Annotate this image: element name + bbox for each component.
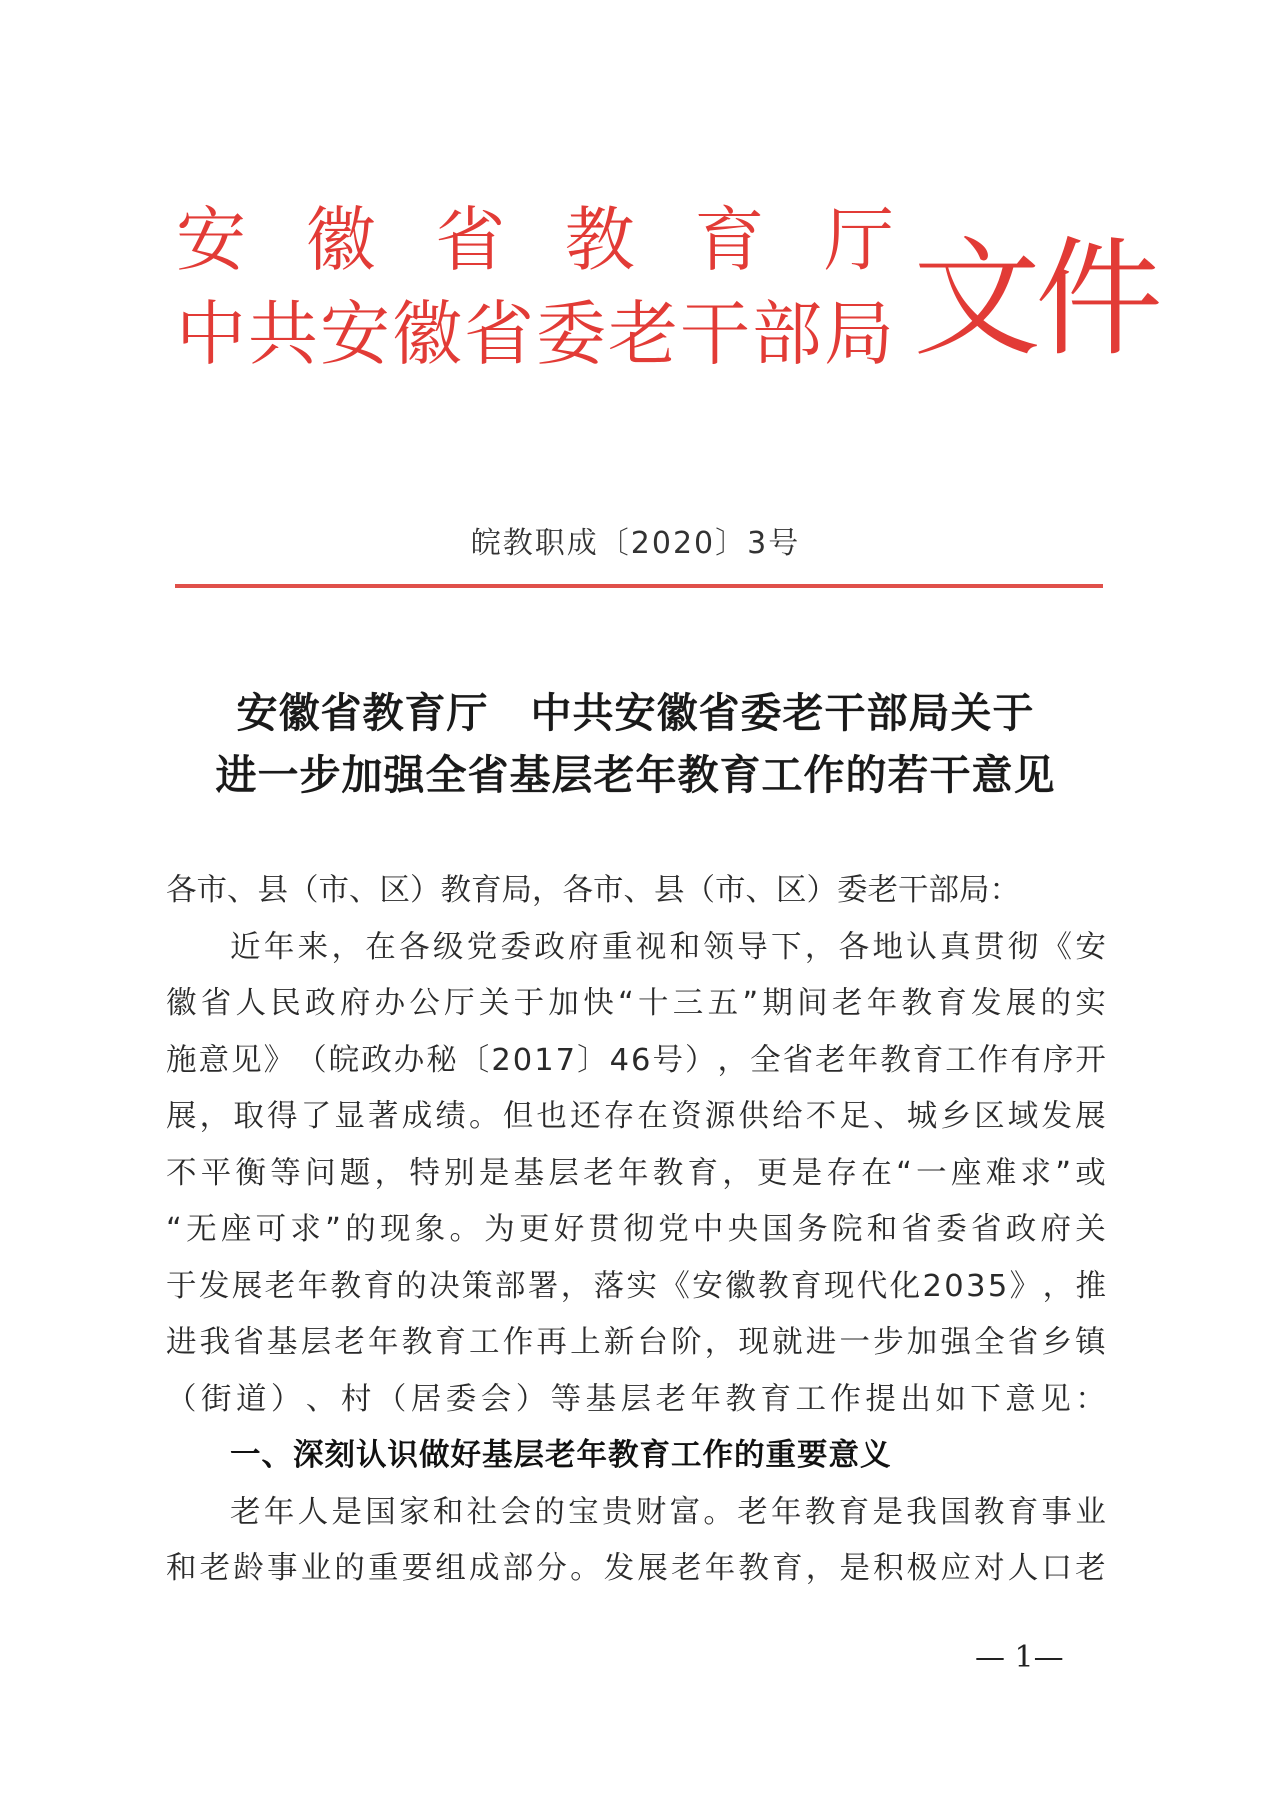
document-header <box>175 199 1158 400</box>
paragraph-line: 和 老 龄 事 业 的 重 要 组 成 部 分 。 发 展 老 年 教 育 ， 是 积 极 应 对 人 口 老 <box>166 1551 1106 1586</box>
header-org-line-1 <box>175 200 895 280</box>
paragraph-line: 于 发 展 老 年 教 育 的 决 策 部 署 ， 落 实 《 安 徽 教 育 现 代 化 2 0 3 5 》 ， 推 <box>166 1268 1106 1304</box>
header-char: 安 <box>176 199 246 281</box>
header-char: 局 <box>824 293 894 375</box>
paragraph-line: 不 平 衡 等 问 题 ， 特 别 是 基 层 老 年 教 育 ， 更 是 存 在 “ 一 座 难 求 ” 或 <box>166 1155 1106 1191</box>
red-divider-line <box>175 584 1103 588</box>
paragraph-line: 老 年 人 是 国 家 和 社 会 的 宝 贵 财 富 。 老 年 教 育 是 我 国 教 育 事 业 <box>230 1494 1106 1530</box>
paragraph-line: 徽 省 人 民 政 府 办 公 厅 关 于 加 快 “ 十 三 五 ” 期 间 老 年 教 育 发 展 的 实 <box>166 986 1106 1021</box>
document-title <box>0 682 1271 806</box>
paragraph-line: （ 街 道 ） 、 村 （ 居 委 会 ） 等 基 层 老 年 教 育 工 作 提 出 如 下 意 见 ： <box>166 1381 1106 1417</box>
document-number: 皖教职成〔2020〕3号 <box>470 526 801 561</box>
header-char: 共 <box>248 293 318 375</box>
paragraph-line: 进 我 省 基 层 老 年 教 育 工 作 再 上 新 台 阶 ， 现 就 进 一 步 加 强 全 省 乡 镇 <box>166 1325 1106 1360</box>
header-char: 老 <box>608 293 678 375</box>
header-org-line-2 <box>175 294 895 374</box>
section-1-heading: 一、深刻认识做好基层老年教育工作的重要意义 <box>230 1438 892 1473</box>
document-body <box>166 863 1106 1598</box>
title-line-2: 进一步加强全省基层老年教育工作的若干意见 <box>215 751 1056 799</box>
header-char: 省 <box>435 199 506 281</box>
header-char: 徽 <box>305 199 376 281</box>
paragraph-2 <box>166 1485 1106 1598</box>
header-char: 徽 <box>392 293 462 375</box>
paragraph-line: 展 ， 取 得 了 显 著 成 绩 。 但 也 还 存 在 资 源 供 给 不 足 、 城 乡 区 域 发 展 <box>166 1099 1106 1134</box>
paragraph-line: “ 无 座 可 求 ” 的 现 象 。 为 更 好 贯 彻 党 中 央 国 务 院 和 省 委 省 政 府 关 <box>166 1212 1106 1247</box>
header-char: 中 <box>176 293 246 375</box>
header-char: 厅 <box>823 199 894 281</box>
header-char: 委 <box>536 293 606 375</box>
header-char: 省 <box>464 293 534 375</box>
header-char: 部 <box>752 293 822 375</box>
header-document-word: 文件 <box>913 225 1158 374</box>
header-char: 安 <box>320 293 390 375</box>
paragraph-line: 施 意 见 》 （ 皖 政 办 秘 〔 2 0 1 7 〕 4 6 号 ） ， 全 省 老 年 教 育 工 作 有 序 开 <box>166 1042 1106 1078</box>
paragraph-1 <box>166 920 1106 1429</box>
title-line-1: 安徽省教育厅 中共安徽省委老干部局关于 <box>236 689 1035 737</box>
header-char: 干 <box>680 293 750 375</box>
header-char: 教 <box>564 199 635 281</box>
page-number: — 1— <box>975 1640 1064 1675</box>
salutation: 各市、县（市、区）教育局，各市、县（市、区）委老干部局： <box>166 873 1020 908</box>
paragraph-line: 近 年 来 ， 在 各 级 党 委 政 府 重 视 和 领 导 下 ， 各 地 认 真 贯 彻 《 安 <box>230 929 1106 965</box>
header-char: 育 <box>694 199 765 281</box>
